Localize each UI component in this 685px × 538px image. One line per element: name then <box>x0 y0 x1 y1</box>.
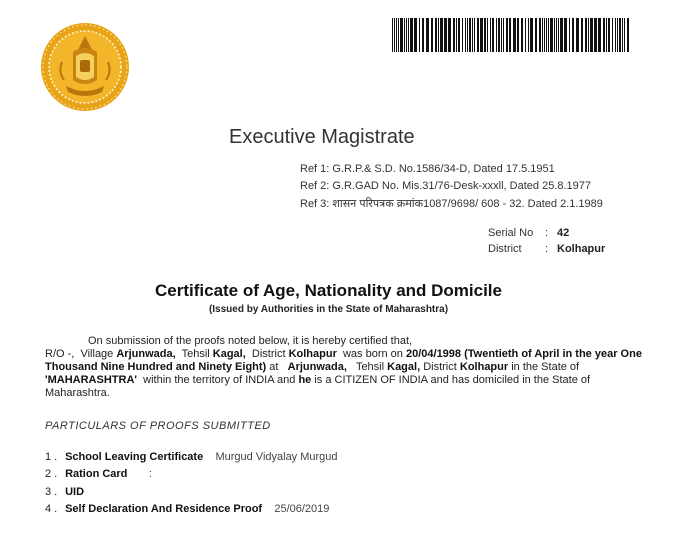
certificate-body <box>45 335 645 400</box>
page-title: Executive Magistrate <box>229 126 415 148</box>
proof-number: 1 . <box>45 451 58 463</box>
birth-tehsil: Kagal, <box>387 361 421 373</box>
proof-value: 25/06/2019 <box>274 503 330 515</box>
body-intro: On submission of the proofs noted below, it is hereby certified that, <box>88 335 413 347</box>
proof-number: 2 . <box>45 468 58 480</box>
state-prefix: in the State of <box>511 361 580 373</box>
certificate-subtitle <box>0 304 685 315</box>
birth-village: Arjunwada, <box>287 361 347 373</box>
district-value: Kolhapur <box>557 243 606 255</box>
village-label: Village <box>80 348 114 360</box>
reference-1: Ref 1: G.R.P.& S.D. No.1586/34-D, Dated 17.5.1951 <box>300 163 555 175</box>
tehsil-label: Tehsil <box>181 348 210 360</box>
certificate-title-text: Certificate of Age, Nationality and Domicile <box>155 281 502 300</box>
reference-3: Ref 3: शासन परिपत्रक क्रमांक1087/9698/ 608 - 32. Dated 2.1.1989 <box>300 198 603 210</box>
certificate-subtitle-text: (Issued by Authorities in the State of Maharashtra) <box>208 304 449 315</box>
proof-item <box>45 486 84 498</box>
district-colon: : <box>545 243 549 255</box>
proof-number: 3 . <box>45 486 58 498</box>
proof-label: School Leaving Certificate <box>65 451 204 463</box>
proof-label: UID <box>65 486 85 498</box>
at-text: at <box>269 361 279 373</box>
proof-value: : <box>148 468 152 480</box>
birth-district-label: District <box>423 361 457 373</box>
tehsil-value: Kagal, <box>212 348 246 360</box>
pronoun: he <box>298 374 312 386</box>
village-value: Arjunwada, <box>116 348 176 360</box>
ro-text: R/O -, <box>45 348 75 360</box>
date-of-birth: 20/04/1998 (Twentieth of April in the year One Thousand Nine Hundred and Ninety Eight) <box>45 348 642 373</box>
citizen-text: is a CITIZEN OF INDIA and has domiciled in the State of Maharashtra. <box>45 374 591 399</box>
proof-item <box>45 451 338 463</box>
district-label: District <box>488 243 522 255</box>
born-on-text: was born on <box>342 348 403 360</box>
certificate-title <box>0 281 685 301</box>
proofs-heading: PARTICULARS OF PROOFS SUBMITTED <box>45 420 271 432</box>
serial-value: 42 <box>557 227 570 239</box>
birth-district: Kolhapur <box>459 361 509 373</box>
state-value: 'MAHARASHTRA' <box>45 374 138 386</box>
district-label-body: District <box>251 348 286 360</box>
proof-label: Ration Card <box>65 468 128 480</box>
birth-tehsil-label: Tehsil <box>355 361 385 373</box>
reference-2: Ref 2: G.R.GAD No. Mis.31/76-Desk-xxxll, Dated 25.8.1977 <box>300 180 592 192</box>
proof-number: 4 . <box>45 503 58 515</box>
barcode-icon <box>392 18 632 52</box>
district-value-body: Kolhapur <box>288 348 337 360</box>
serial-label: Serial No <box>488 227 534 239</box>
territory-text: within the territory of INDIA and <box>143 374 296 386</box>
proof-label: Self Declaration And Residence Proof <box>65 503 263 515</box>
body-paragraph <box>45 348 645 400</box>
proof-item <box>45 468 152 480</box>
proof-value: Murgud Vidyalay Murgud <box>215 451 338 463</box>
proof-item <box>45 503 329 515</box>
government-seal-icon <box>40 22 130 112</box>
serial-colon: : <box>545 227 549 239</box>
